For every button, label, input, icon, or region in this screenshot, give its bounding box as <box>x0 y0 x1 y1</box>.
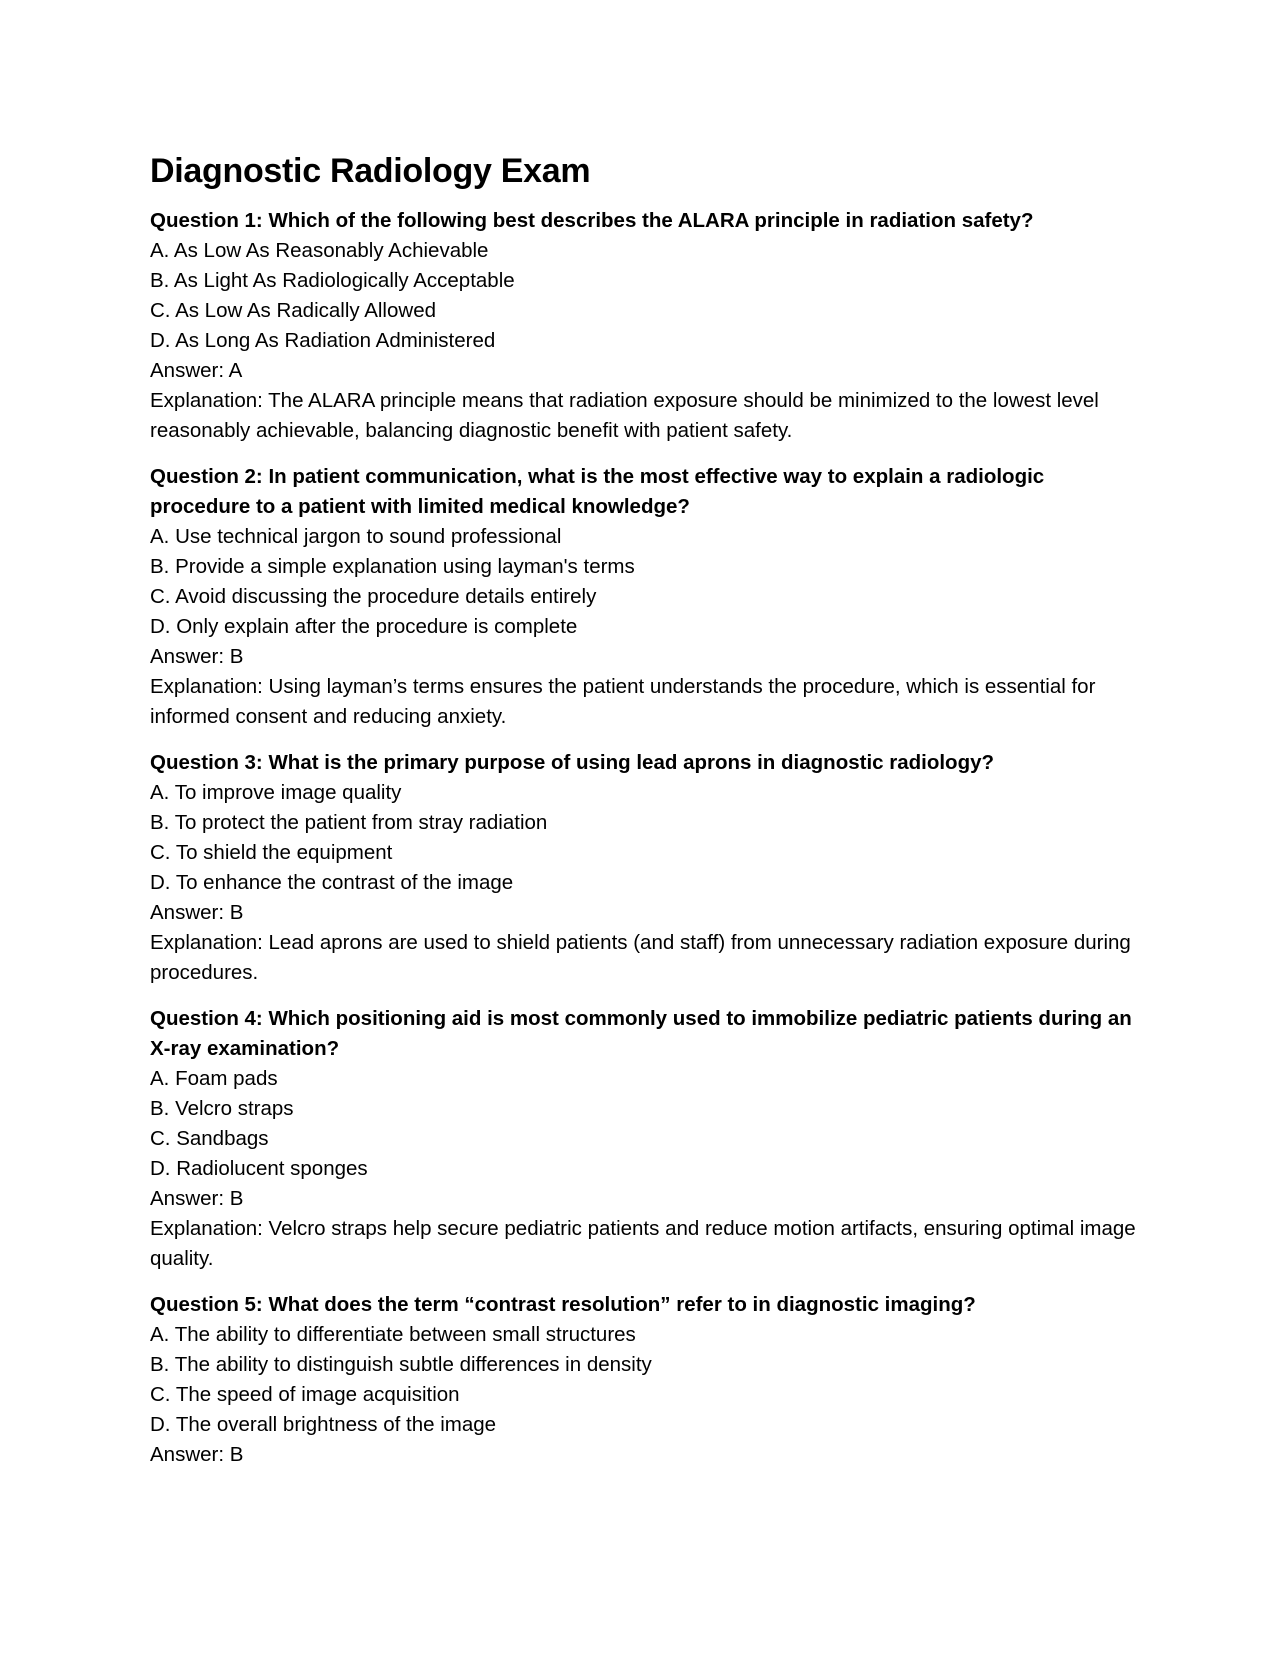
answer-line: Answer: A <box>150 359 243 382</box>
option-a: A. The ability to differentiate between small structures <box>150 1323 636 1346</box>
option-c: C. Sandbags <box>150 1127 269 1150</box>
explanation-text: Explanation: The ALARA principle means that radiation exposure should be minimized to the lowest level reasonably achievable, balancing diagnostic benefit with patient safety. <box>150 389 1099 442</box>
question-1 <box>150 206 1150 446</box>
option-a: A. Use technical jargon to sound professional <box>150 525 562 548</box>
question-text: Question 2: In patient communication, what is the most effective way to explain a radiologic procedure to a patient with limited medical knowledge? <box>150 465 1045 518</box>
option-b: B. Velcro straps <box>150 1097 294 1120</box>
option-b: B. To protect the patient from stray radiation <box>150 811 548 834</box>
option-d: D. Only explain after the procedure is complete <box>150 615 578 638</box>
document-page <box>150 150 1150 1486</box>
option-c: C. The speed of image acquisition <box>150 1383 460 1406</box>
option-b: B. As Light As Radiologically Acceptable <box>150 269 515 292</box>
question-text: Question 5: What does the term “contrast resolution” refer to in diagnostic imaging? <box>150 1293 976 1316</box>
explanation-text: Explanation: Velcro straps help secure pediatric patients and reduce motion artifacts, ensuring optimal image quality. <box>150 1217 1136 1270</box>
explanation-text: Explanation: Using layman’s terms ensures the patient understands the procedure, which is essential for informed consent and reducing anxiety. <box>150 675 1096 728</box>
option-d: D. As Long As Radiation Administered <box>150 329 496 352</box>
question-text: Question 4: Which positioning aid is most commonly used to immobilize pediatric patients during an X-ray examination? <box>150 1007 1132 1060</box>
page-title: Diagnostic Radiology Exam <box>150 152 591 190</box>
answer-line: Answer: B <box>150 645 244 668</box>
option-a: A. As Low As Reasonably Achievable <box>150 239 489 262</box>
explanation-text: Explanation: Lead aprons are used to shield patients (and staff) from unnecessary radiation exposure during procedures. <box>150 931 1131 984</box>
option-a: A. Foam pads <box>150 1067 278 1090</box>
question-text: Question 3: What is the primary purpose of using lead aprons in diagnostic radiology? <box>150 751 995 774</box>
option-c: C. As Low As Radically Allowed <box>150 299 436 322</box>
option-d: D. The overall brightness of the image <box>150 1413 497 1436</box>
question-4 <box>150 1004 1150 1274</box>
question-text: Question 1: Which of the following best describes the ALARA principle in radiation safety? <box>150 209 1034 232</box>
question-5 <box>150 1290 1150 1470</box>
option-c: C. To shield the equipment <box>150 841 393 864</box>
option-c: C. Avoid discussing the procedure details entirely <box>150 585 597 608</box>
answer-line: Answer: B <box>150 1443 244 1466</box>
option-a: A. To improve image quality <box>150 781 402 804</box>
option-d: D. Radiolucent sponges <box>150 1157 368 1180</box>
question-3 <box>150 748 1150 988</box>
option-b: B. The ability to distinguish subtle differences in density <box>150 1353 652 1376</box>
answer-line: Answer: B <box>150 1187 244 1210</box>
option-d: D. To enhance the contrast of the image <box>150 871 514 894</box>
option-b: B. Provide a simple explanation using layman's terms <box>150 555 635 578</box>
answer-line: Answer: B <box>150 901 244 924</box>
question-2 <box>150 462 1150 732</box>
